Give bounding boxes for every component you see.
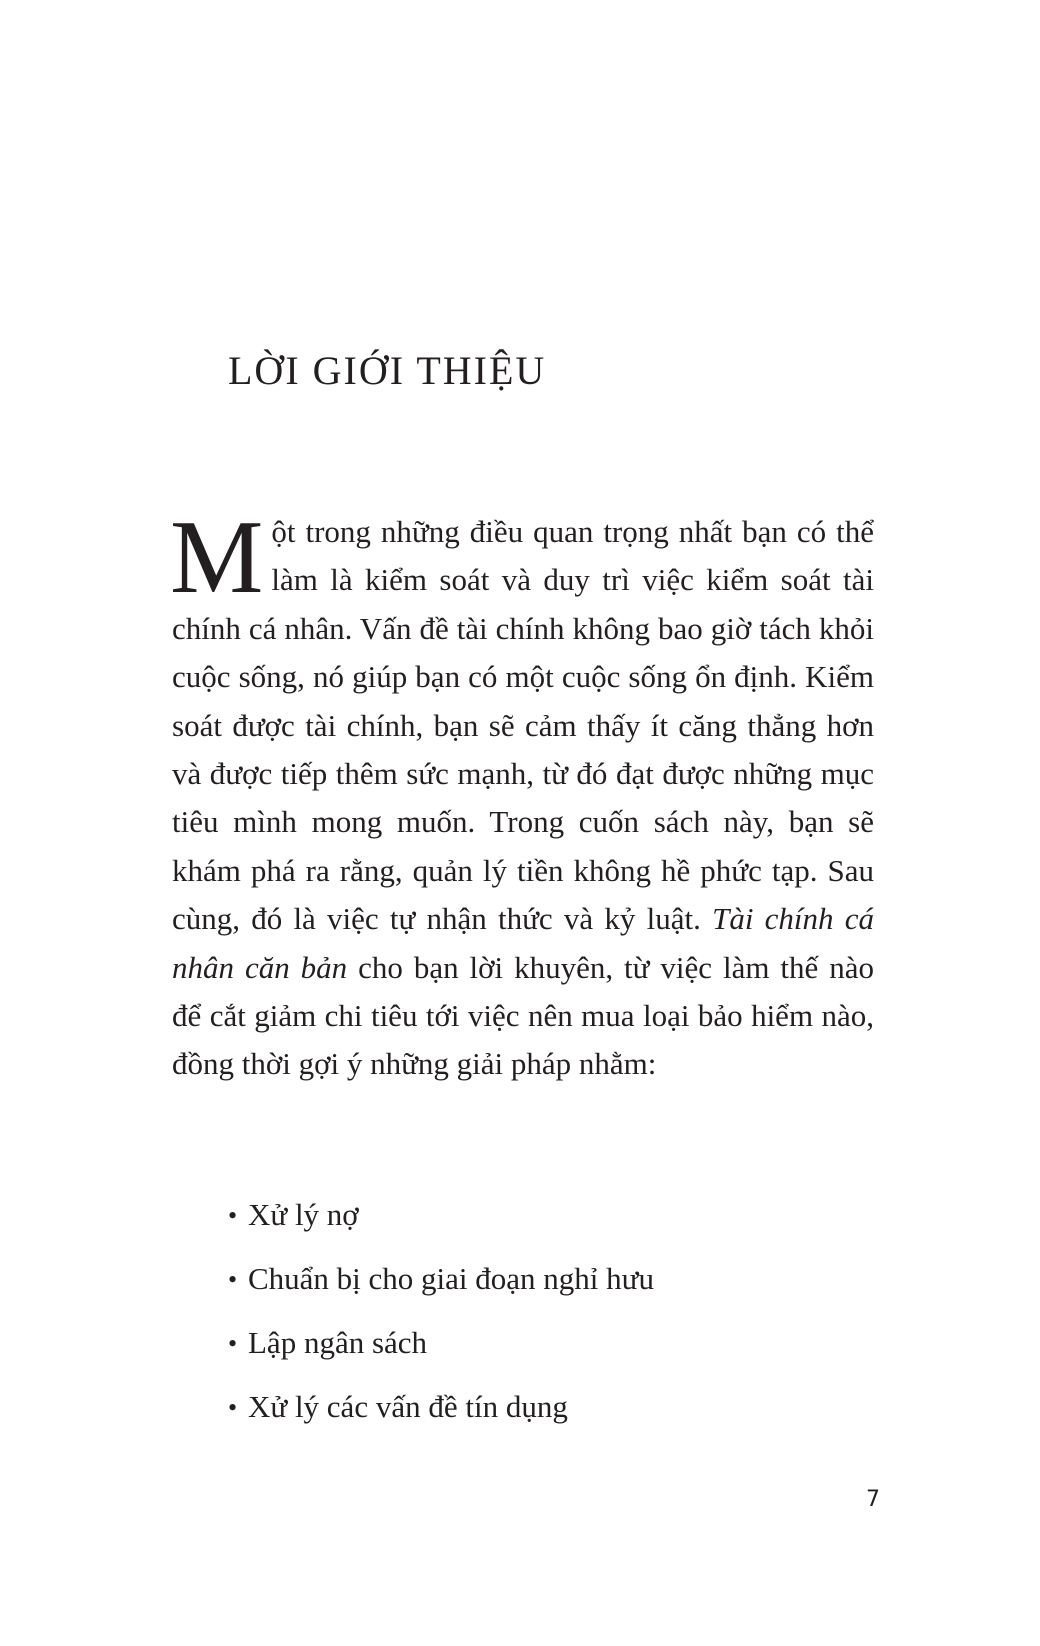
- intro-text-part-2: cho bạn lời khuyên, từ việc làm thế nào để cắt giảm chi tiêu tới việc nên mua loại bảo hiểm nào, đồng thời gợi ý những giải pháp nhằm:: [172, 949, 874, 1082]
- list-item: [228, 1196, 654, 1260]
- list-item-label: Lập ngân sách: [248, 1325, 428, 1360]
- bullet-icon: •: [228, 1393, 238, 1422]
- list-item: [228, 1388, 654, 1452]
- bullet-icon: •: [228, 1201, 238, 1230]
- chapter-title: LỜI GIỚI THIỆU: [228, 348, 547, 393]
- drop-cap-letter: M: [170, 498, 264, 615]
- bullet-icon: •: [228, 1265, 238, 1294]
- list-item-label: Xử lý nợ: [248, 1197, 359, 1232]
- list-item-label: Chuẩn bị cho giai đoạn nghỉ hưu: [248, 1261, 654, 1296]
- solutions-list: [228, 1196, 654, 1452]
- page-number: 7: [866, 1487, 880, 1512]
- intro-paragraph: [170, 498, 875, 1089]
- intro-text-part-1: ột trong những điều quan trọng nhất bạn có thể làm là kiểm soát và duy trì việc kiểm soát tài chính cá nhân. Vấn đề tài chính không bao giờ tách khỏi cuộc sống, nó giúp bạn có một cuộc sống ổn định. Kiểm soát được tài chính, bạn sẽ cảm thấy ít căng thẳng hơn và được tiếp thêm sức mạnh, từ đó đạt được những mục tiêu mình mong muốn. Trong cuốn sách này, bạn sẽ khám phá ra rằng, quản lý tiền không hề phức tạp. Sau cùng, đó là việc tự nhận thức và kỷ luật.: [172, 514, 874, 937]
- bullet-icon: •: [228, 1329, 238, 1358]
- list-item: [228, 1260, 654, 1324]
- list-item: [228, 1324, 654, 1388]
- book-title-italic: Tài chính cá nhân căn bản: [172, 901, 875, 985]
- list-item-label: Xử lý các vấn đề tín dụng: [248, 1389, 568, 1424]
